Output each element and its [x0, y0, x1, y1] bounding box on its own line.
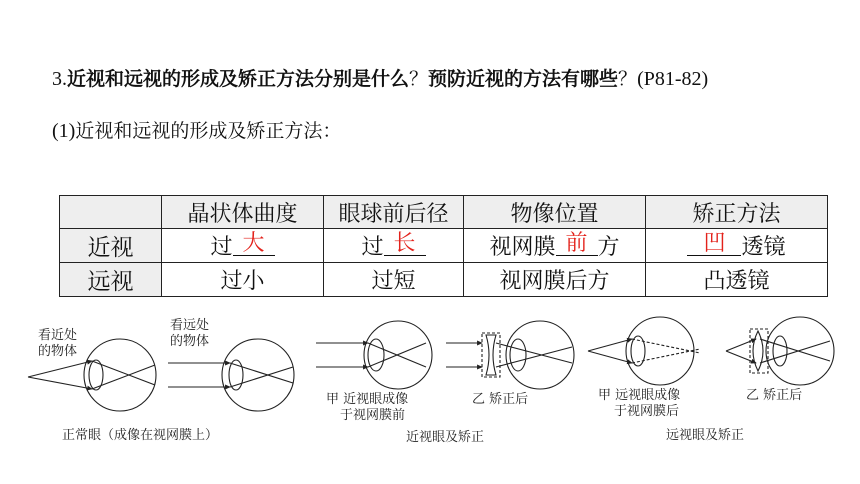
hyperopia-a-label-1: 甲 远视眼成像 — [598, 388, 681, 403]
header-correction: 矫正方法 — [646, 196, 828, 229]
cell-hyperopia-image: 视网膜后方 — [464, 263, 646, 297]
question-part2: 预防近视的方法有哪些 — [428, 68, 619, 90]
row-label-hyperopia: 远视 — [60, 263, 162, 297]
normal-far-label-2: 的物体 — [170, 334, 210, 349]
subquestion-title — [52, 116, 341, 143]
row-label-myopia: 近视 — [60, 229, 162, 263]
answer-curvature: 大 — [233, 233, 275, 256]
question-title — [52, 64, 708, 91]
header-curvature: 晶状体曲度 — [162, 196, 324, 229]
normal-far-label-1: 看远处 — [170, 318, 210, 333]
subquestion-text: 近视和远视的形成及矫正方法： — [75, 120, 342, 142]
question-mark-1: ？ — [409, 68, 429, 90]
myopia-eye-diagram — [316, 321, 432, 389]
answer-axis: 长 — [384, 233, 426, 256]
question-number: 3. — [52, 68, 67, 90]
eye-diagrams-figure — [0, 305, 860, 484]
axis-prefix: 过 — [361, 235, 384, 260]
normal-near-label-1: 看近处 — [38, 328, 78, 343]
image-prefix: 视网膜 — [489, 235, 556, 260]
hyperopia-b-label: 乙 矫正后 — [746, 388, 803, 403]
cell-hyperopia-axis: 过短 — [324, 263, 464, 297]
myopia-a-label-1: 甲 近视眼成像 — [326, 392, 409, 407]
curvature-prefix: 过 — [210, 235, 233, 260]
table-row-myopia — [60, 229, 828, 263]
cell-myopia-curvature — [162, 229, 324, 263]
table-header-row — [60, 196, 828, 229]
myopia-b-label: 乙 矫正后 — [472, 392, 529, 407]
myopia-caption: 近视眼及矫正 — [406, 430, 485, 445]
myopia-a-label-2: 于视网膜前 — [340, 408, 406, 423]
answer-correction: 凹 — [687, 233, 741, 256]
header-image-position: 物像位置 — [464, 196, 646, 229]
hyperopia-a-label-2: 于视网膜后 — [614, 404, 680, 419]
question-mark-2: ？ — [618, 68, 638, 90]
image-suffix: 方 — [597, 235, 620, 260]
hyperopia-eye-diagram — [588, 317, 700, 385]
normal-eye-far-diagram — [168, 339, 294, 411]
cell-hyperopia-correction: 凸透镜 — [646, 263, 828, 297]
cell-myopia-correction — [646, 229, 828, 263]
page-reference: (P81-82) — [637, 68, 709, 90]
table-row-hyperopia — [60, 263, 828, 297]
myopia-corrected-diagram — [446, 321, 574, 389]
comparison-table — [59, 195, 828, 297]
header-empty — [60, 196, 162, 229]
normal-near-label-2: 的物体 — [38, 344, 78, 359]
header-axis: 眼球前后径 — [324, 196, 464, 229]
subquestion-number: (1) — [52, 120, 76, 142]
answer-image: 前 — [556, 233, 598, 256]
hyperopia-corrected-diagram — [726, 317, 834, 385]
hyperopia-caption: 远视眼及矫正 — [666, 428, 745, 443]
correction-suffix: 透镜 — [741, 235, 786, 260]
cell-myopia-image — [464, 229, 646, 263]
normal-caption: 正常眼（成像在视网膜上） — [62, 428, 219, 443]
cell-hyperopia-curvature: 过小 — [162, 263, 324, 297]
cell-myopia-axis — [324, 229, 464, 263]
question-part1: 近视和远视的形成及矫正方法分别是什么 — [67, 68, 410, 90]
